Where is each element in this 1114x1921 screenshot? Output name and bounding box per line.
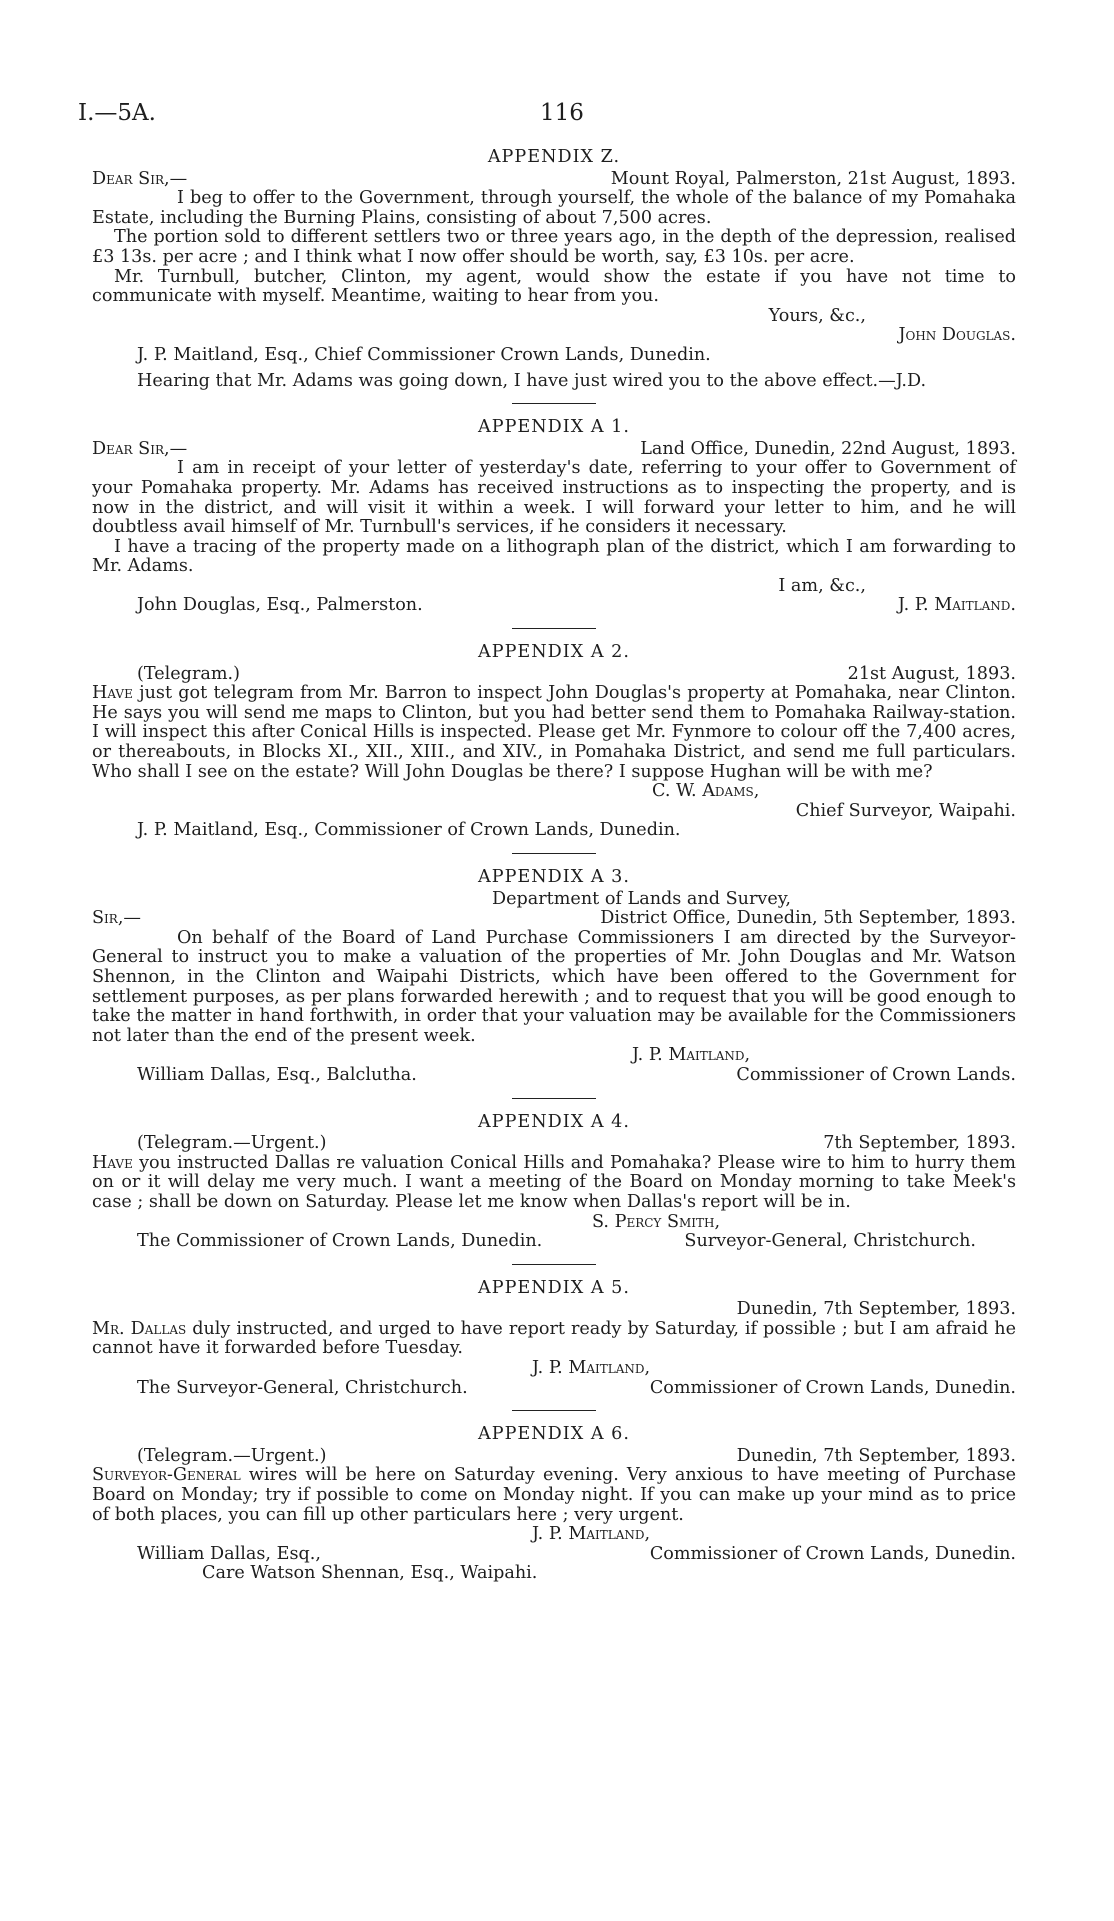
addressee: John Douglas, Esq., Palmerston. — [137, 595, 423, 616]
paragraph: I am in receipt of your letter of yesterday's date, referring to your offer to Government of your Pomahaka property. Mr. Adams has received instructions as to inspecting the property, and is now in the district, and will visit it within a week. I will forward your letter to him, and he will doubtless avail himself of Mr. Turnbull's services, if he considers it necessary. — [92, 458, 1016, 538]
signature: J. P. Maitland, — [532, 1358, 651, 1379]
signature: S. Percy Smith, — [592, 1211, 721, 1232]
salutation: Dear Sir,— — [92, 438, 188, 459]
appendix-a6 — [92, 1425, 1016, 1584]
page-number: 116 — [540, 100, 584, 126]
appendix-title: APPENDIX A 4. — [478, 1111, 630, 1132]
section-divider — [512, 628, 596, 629]
message-body — [92, 1466, 1016, 1525]
section-divider — [512, 853, 596, 854]
appendix-title: APPENDIX A 3. — [478, 867, 630, 887]
appendix-a1 — [92, 418, 1016, 616]
addressee-care-of: Care Watson Shennan, Esq., Waipahi. — [202, 1563, 538, 1584]
signature: J. P. Maitland, — [532, 1524, 651, 1545]
paper-reference: I.—5A. — [78, 100, 156, 126]
salutation: Sir,— — [92, 908, 142, 929]
addressee: William Dallas, Esq., — [137, 1543, 321, 1564]
signature-title: Commissioner of Crown Lands. — [736, 1064, 1016, 1085]
appendix-a3 — [92, 868, 1016, 1086]
signature: C. W. Adams, — [652, 781, 760, 802]
section-divider — [512, 1264, 596, 1265]
appendix-title: APPENDIX Z. — [487, 147, 621, 167]
signature-title: Surveyor-General, Christchurch. — [684, 1231, 976, 1252]
appendix-a2 — [92, 643, 1016, 841]
message-body — [92, 684, 1016, 782]
place-date: Dunedin, 7th September, 1893. — [736, 1445, 1016, 1466]
paragraph: I beg to offer to the Government, through yourself, the whole of the balance of my Pomahaka Estate, including the Burning Plains, consisting of about 7,500 acres. — [92, 188, 1016, 228]
signature: J. P. Maitland, — [632, 1045, 751, 1066]
message-body — [92, 1154, 1016, 1213]
body-text: just got telegram from Mr. Barron to inspect John Douglas's property at Pomahaka, near Clinton. He says you will send me maps to Clinton, but you had better send them to Pomahaka Railway-station. I will inspect this after Conical Hills is inspected. Please get Mr. Fynmore to colour off the 7,400 acres, or thereabouts, in Blocks XI., XII., XIII., and XIV., in Pomahaka District, and send me full particulars. Who shall I see on the estate? Will John Douglas be there? I suppose Hughan will be with me? — [92, 683, 1017, 782]
addressee: William Dallas, Esq., Balclutha. — [137, 1064, 417, 1085]
appendix-a5 — [92, 1279, 1016, 1399]
signature: J. P. Maitland. — [897, 595, 1016, 616]
document-body — [92, 148, 1016, 1584]
section-divider — [512, 1098, 596, 1099]
closing: I am, &c., — [778, 575, 866, 596]
date: 7th September, 1893. — [823, 1133, 1016, 1154]
paragraph: The portion sold to different settlers two or three years ago, in the depth of the depression, realised £3 13s. per acre ; and I think what I now offer should be worth, say, £3 10s. per acre. — [92, 227, 1016, 267]
place-date: Land Office, Dunedin, 22nd August, 1893. — [640, 438, 1016, 459]
message-body — [92, 1320, 1016, 1359]
signature: John Douglas. — [898, 325, 1016, 346]
body-lead: Mr. Dallas — [92, 1318, 187, 1339]
appendix-title: APPENDIX A 1. — [478, 417, 630, 438]
postscript: Hearing that Mr. Adams was going down, I have just wired you to the above effect.—J.D. — [137, 370, 927, 391]
body-lead: Have — [92, 683, 133, 704]
signature-title: Chief Surveyor, Waipahi. — [795, 800, 1016, 821]
place-date: Dunedin, 7th September, 1893. — [736, 1299, 1016, 1320]
body-text: duly instructed, and urged to have report ready by Saturday, if possible ; but I am afraid he cannot have it forwarded before Tuesday. — [92, 1318, 1016, 1359]
signature-title: Commissioner of Crown Lands, Dunedin. — [649, 1543, 1016, 1564]
salutation: Dear Sir,— — [92, 168, 188, 189]
telegram-note: (Telegram.) — [137, 663, 240, 684]
body-lead: Have — [92, 1152, 133, 1173]
body-lead: Surveyor-General — [92, 1465, 241, 1486]
section-divider — [512, 403, 596, 404]
appendix-title: APPENDIX A 2. — [478, 642, 630, 663]
appendix-z — [92, 148, 1016, 391]
addressee: The Commissioner of Crown Lands, Dunedin. — [137, 1231, 543, 1252]
paragraph: I have a tracing of the property made on a lithograph plan of the district, which I am forwarding to Mr. Adams. — [92, 536, 1016, 577]
closing: Yours, &c., — [768, 305, 866, 326]
date: 21st August, 1893. — [847, 663, 1016, 684]
office-line: Department of Lands and Survey, — [492, 888, 791, 909]
body-text: wires will be here on Saturday evening. Very anxious to have meeting of Purchase Board on Monday; try if possible to come on Monday night. If you can make up your mind as to price of both places, you can fill up other particulars here ; very urgent. — [92, 1465, 1017, 1525]
addressee: J. P. Maitland, Esq., Chief Commissioner Crown Lands, Dunedin. — [137, 344, 711, 365]
paragraph: On behalf of the Board of Land Purchase Commissioners I am directed by the Surveyor-General to instruct you to make a valuation of the properties of Mr. John Douglas and Mr. Watson Shennon, in the Clinton and Waipahi Districts, which have been offered to the Government for settlement purposes, as per plans forwarded herewith ; and to request that you will be good enough to take the matter in hand forthwith, in order that your valuation may be available for the Commissioners not later than the end of the present week. — [92, 927, 1016, 1046]
appendix-a4 — [92, 1113, 1016, 1252]
body-text: you instructed Dallas re valuation Conical Hills and Pomahaka? Please wire to him to hurry them on or it will delay me very much. I want a meeting of the Board on Monday morning to take Meek's case ; shall be down on Saturday. Please let me know when Dallas's report will be in. — [92, 1152, 1016, 1212]
office-date-line: District Office, Dunedin, 5th September, 1893. — [600, 908, 1016, 929]
signature-title: Commissioner of Crown Lands, Dunedin. — [649, 1377, 1016, 1398]
appendix-title: APPENDIX A 6. — [478, 1424, 630, 1445]
section-divider — [512, 1410, 596, 1411]
telegram-note: (Telegram.—Urgent.) — [137, 1445, 327, 1466]
addressee: The Surveyor-General, Christchurch. — [137, 1377, 468, 1398]
paragraph: Mr. Turnbull, butcher, Clinton, my agent, would show the estate if you have not time to communicate with myself. Meantime, waiting to hear from you. — [92, 266, 1016, 307]
appendix-title: APPENDIX A 5. — [478, 1277, 630, 1298]
telegram-note: (Telegram.—Urgent.) — [137, 1133, 327, 1154]
addressee: J. P. Maitland, Esq., Commissioner of Crown Lands, Dunedin. — [137, 820, 681, 841]
place-date: Mount Royal, Palmerston, 21st August, 1893. — [610, 168, 1016, 189]
